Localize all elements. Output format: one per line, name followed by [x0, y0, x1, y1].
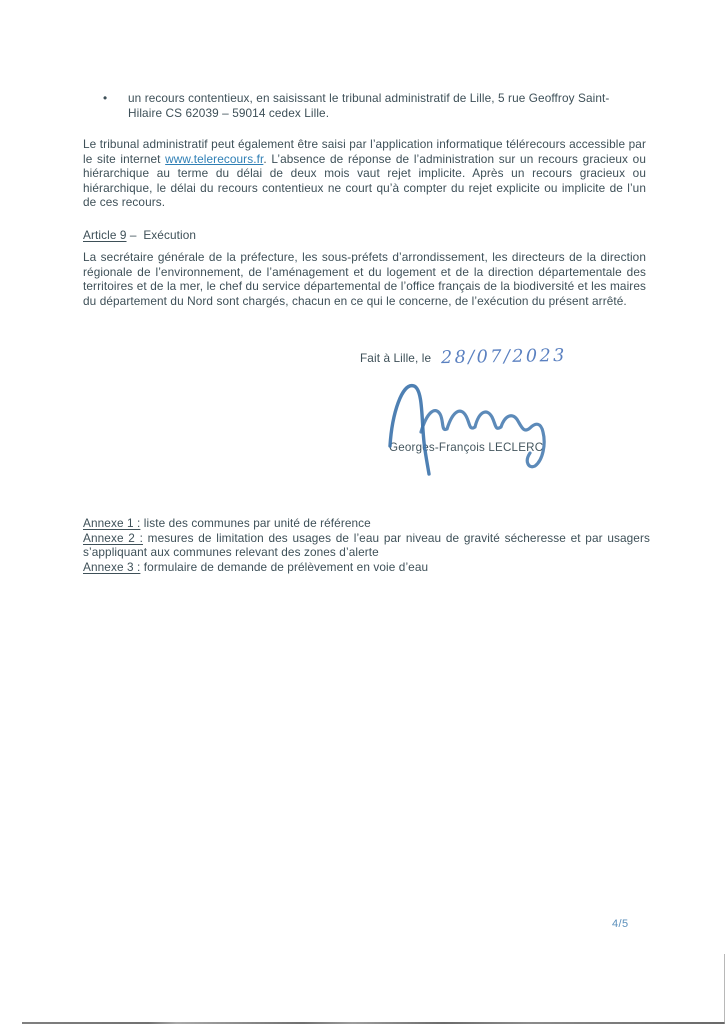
recourse-paragraph-end: . L’absence de réponse de l’administration sur un recours gracieux ou hiérarchique au terme du délai de deux mois vaut rejet implicite. Après un recours gracieux ou hiérarchique, le délai du recours contentieux ne court qu’à compter du rejet explicite ou implicite de l’un de ces recours.	[83, 151, 646, 210]
handwritten-date: 28/07/2023	[440, 345, 568, 369]
article9-label: Article 9	[83, 228, 127, 242]
signatory-name: Georges-François LECLERC	[389, 441, 544, 454]
bullet-item-text: un recours contentieux, en saisissant le tribunal administratif de Lille, 5 rue Geoffroy Saint-Hilaire CS 62039 – 59014 cedex Lille.	[128, 91, 610, 120]
annexe-2-label: Annexe 2 :	[83, 530, 143, 545]
recourse-paragraph	[83, 137, 646, 210]
place-date-line	[360, 347, 567, 367]
article9-title: Exécution	[143, 228, 197, 242]
telerecours-link[interactable]: www.telerecours.fr	[165, 151, 264, 166]
page-number: 4/5	[612, 918, 629, 930]
article9-heading	[83, 228, 196, 243]
bullet-item	[100, 91, 635, 120]
annexe-item-3	[83, 560, 650, 575]
annexe-3-label: Annexe 3 :	[83, 559, 141, 574]
bullet-marker: •	[103, 91, 108, 105]
annexe-item-2	[83, 531, 650, 560]
annexe-3-text: formulaire de demande de prélèvement en voie d’eau	[143, 559, 429, 574]
annexe-list	[83, 516, 650, 574]
annexe-2-text: mesures de limitation des usages de l’eau par niveau de gravité sécheresse et par usagers s’appliquant aux communes relevant des zones d’alerte	[83, 530, 650, 560]
annexe-item-1	[83, 516, 650, 531]
execution-paragraph: La secrétaire générale de la préfecture, les sous-préfets d’arrondissement, les directeurs de la direction régionale de l’environnement, de l’aménagement et du logement et de la direction départementale des territoires et de la mer, le chef du service départemental de l’office français de la biodiversité et les maires du département du Nord sont chargés, chacun en ce qui le concerne, de l’exécution du présent arrêté.	[83, 250, 646, 308]
signature-scribble	[383, 378, 573, 478]
place-date-label: Fait à Lille, le	[360, 351, 432, 365]
annexe-1-label: Annexe 1 :	[83, 516, 141, 530]
recourse-paragraph-start: Le tribunal administratif peut également être saisi par l’application informatique télérecours accessible par le site internet	[83, 137, 646, 166]
article9-separator: –	[126, 228, 144, 242]
annexe-1-text: liste des communes par unité de référence	[143, 516, 371, 530]
